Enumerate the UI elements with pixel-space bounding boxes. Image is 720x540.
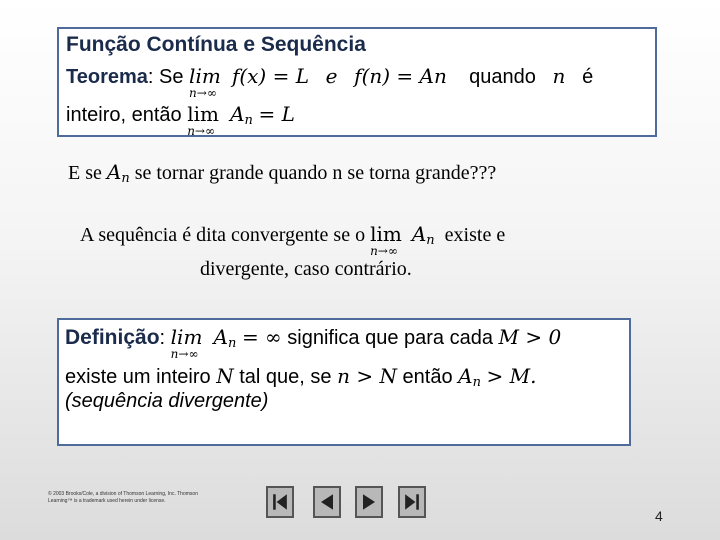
theorem-line-2 [66, 102, 295, 138]
definition-text-1: significa que para cada [287, 327, 493, 349]
slide-title: Função Contínua e Sequência [66, 33, 366, 56]
previous-slide-icon [315, 488, 339, 516]
question-A-letter: A [106, 160, 122, 184]
lim-1-subscript: n→∞ [189, 86, 217, 100]
definition-N: N [216, 364, 234, 388]
lim-1-word: lim [189, 64, 221, 88]
copyright-notice [48, 491, 198, 505]
next-slide-icon [357, 488, 381, 516]
convergent-lim-subscript: n→∞ [370, 244, 398, 258]
definition-lim-subscript: n→∞ [170, 347, 199, 361]
convergent-A [412, 222, 435, 246]
theorem-colon: : [147, 66, 154, 88]
theorem-se: Se [159, 66, 184, 88]
theorem-quando: quando [469, 66, 536, 88]
definition-A-sub: n [228, 336, 237, 351]
theorem-e-acento: é [582, 66, 594, 88]
question-line [68, 160, 496, 186]
convergent-text-1: A sequência é dita convergente se o [80, 224, 366, 246]
definition-M: M > 0 [498, 325, 562, 349]
first-slide-icon [268, 488, 292, 516]
last-slide-button[interactable] [398, 486, 426, 518]
theorem-n: n [552, 64, 566, 88]
definition-note: (sequência divergente) [65, 390, 269, 412]
definition-n-gt-N: n > N [337, 364, 397, 388]
next-slide-button[interactable] [355, 486, 383, 518]
copyright-line-2: Learning™ is a trademark used herein under license. [48, 498, 166, 504]
convergent-line-1 [80, 222, 506, 258]
last-slide-icon [400, 488, 424, 516]
convergent-A-letter: A [411, 222, 427, 246]
definition-box [57, 318, 631, 446]
theorem-box [57, 27, 657, 137]
definition-A-letter: A [213, 325, 228, 349]
definition-colon: : [159, 327, 166, 349]
theorem-A-sub: n [244, 113, 253, 128]
definition-eq: = ∞ [241, 325, 282, 349]
definition-gt-M: > M. [486, 364, 537, 388]
convergent-lim [370, 222, 402, 258]
question-prefix: E se [68, 162, 102, 184]
convergent-text-2: existe e [444, 224, 506, 246]
lim-2-word: lim [187, 102, 219, 126]
definition-A [214, 325, 237, 349]
convergent-line-2: divergente, caso contrário. [200, 258, 412, 280]
theorem-e: e [325, 64, 338, 88]
theorem-inteiro: inteiro, então [66, 104, 182, 126]
convergent-A-sub: n [426, 233, 435, 248]
lim-2-subscript: n→∞ [187, 124, 215, 138]
question-A [107, 160, 130, 184]
page-number: 4 [655, 508, 663, 524]
question-suffix: se tornar grande quando n se torna grande??? [134, 162, 497, 184]
copyright-line-1: © 2003 Brooks/Cole, a division of Thomson Learning, Inc. Thomson [48, 491, 198, 497]
question-A-sub: n [121, 171, 130, 186]
definition-lim-word: lim [170, 325, 203, 349]
theorem-expr-2: f(n) = An [354, 64, 447, 88]
definition-A2-sub: n [472, 375, 481, 390]
definition-A2-letter: A [458, 364, 473, 388]
definition-A2 [458, 364, 481, 388]
theorem-A [230, 102, 253, 126]
definition-text-4: então [402, 366, 453, 388]
theorem-expr-1: f(x) = L [231, 64, 309, 88]
definition-text-3: tal que, se [239, 366, 332, 388]
definition-line-1 [65, 325, 562, 361]
definition-text-2: existe um inteiro [65, 366, 211, 388]
theorem-label: Teorema [66, 66, 148, 88]
theorem-lim-1 [189, 64, 221, 100]
theorem-line-1 [66, 64, 594, 100]
previous-slide-button[interactable] [313, 486, 341, 518]
theorem-eq-L: = L [258, 102, 295, 126]
definition-lim [170, 325, 203, 361]
theorem-lim-2 [187, 102, 219, 138]
definition-label: Definição [65, 326, 160, 349]
definition-line-2 [65, 364, 537, 390]
convergent-lim-word: lim [370, 222, 402, 246]
first-slide-button[interactable] [266, 486, 294, 518]
theorem-A-letter: A [230, 102, 245, 126]
